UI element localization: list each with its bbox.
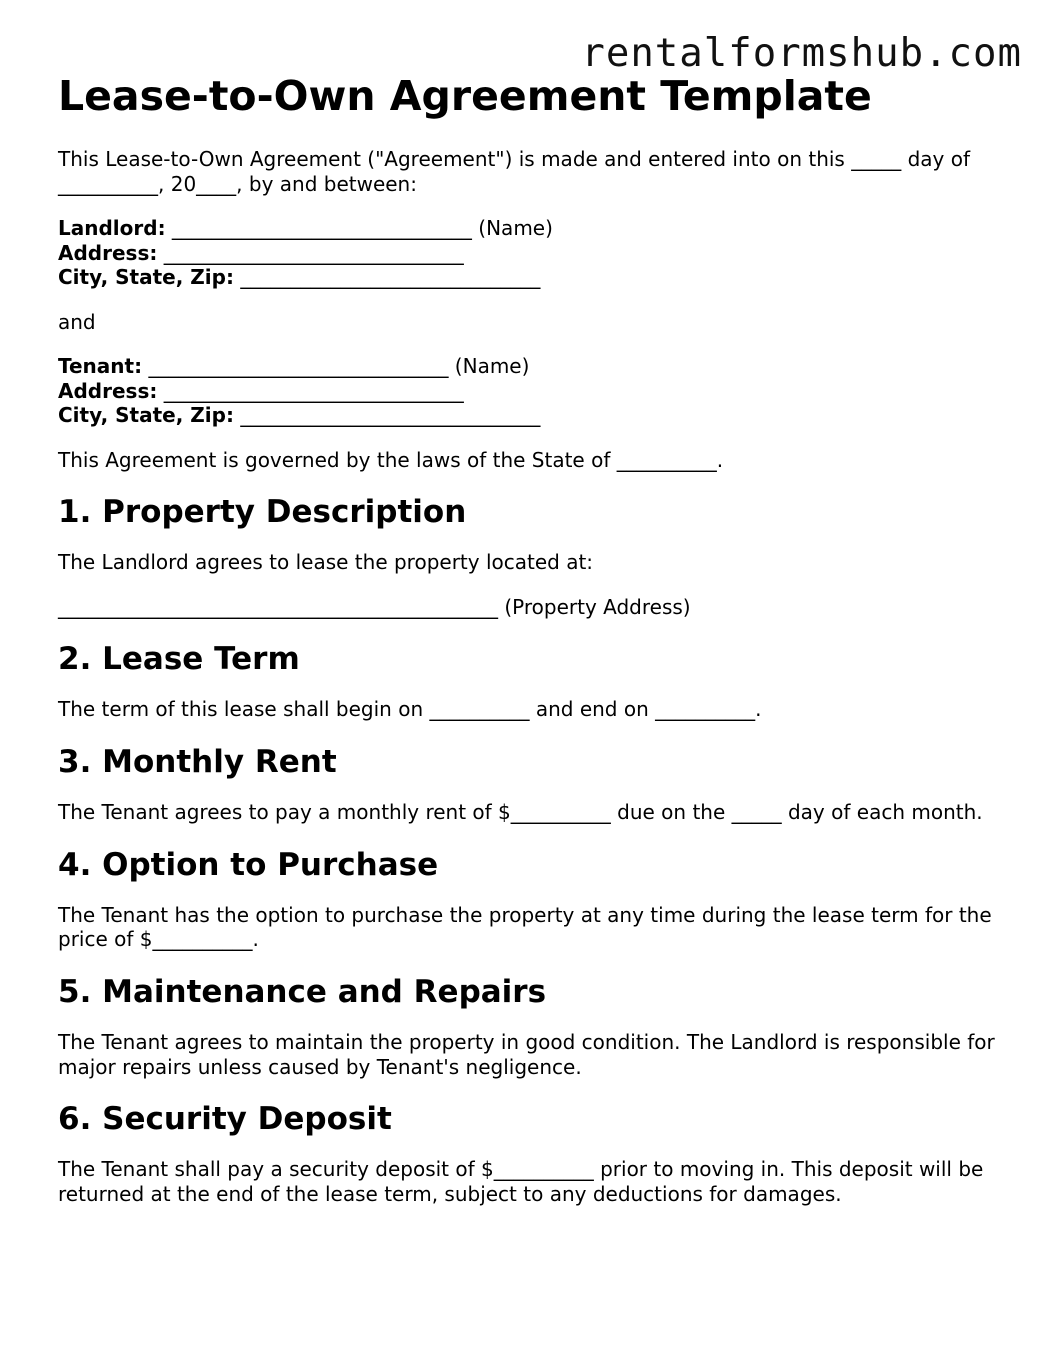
tenant-address-label: Address: <box>58 378 158 403</box>
section-heading: 2. Lease Term <box>58 641 300 678</box>
section-paragraph: The Tenant agrees to maintain the property in good condition. The Landlord is responsible for major repairs unless caused by Tenant's negligence. <box>58 1030 995 1079</box>
tenant-address-blank: ______________________________ <box>157 378 464 403</box>
section-security-deposit <box>58 1101 998 1206</box>
section-paragraph: The Landlord agrees to lease the property located at: <box>58 550 594 575</box>
section-heading: 4. Option to Purchase <box>58 846 439 883</box>
property-address-line: ____________________________________________ (Property Address) <box>58 594 691 619</box>
tenant-city-blank: ______________________________ <box>233 403 541 428</box>
and-text: and <box>58 309 96 334</box>
landlord-block <box>58 216 998 290</box>
landlord-name-label: Landlord: <box>58 216 166 241</box>
tenant-city-label: City, State, Zip: <box>58 403 234 428</box>
section-maintenance-repairs <box>58 974 998 1079</box>
tenant-name-blank: ______________________________ (Name) <box>142 354 530 379</box>
tenant-name-line <box>58 354 998 379</box>
section-heading: 5. Maintenance and Repairs <box>58 973 547 1010</box>
section-option-to-purchase <box>58 847 998 952</box>
document-page <box>58 74 998 1206</box>
landlord-address-blank: ______________________________ <box>157 240 464 265</box>
intro-paragraph: This Lease-to-Own Agreement ("Agreement") is made and entered into on this _____ day of __________, 20____, by and between: <box>58 147 970 196</box>
section-property-description <box>58 494 998 619</box>
section-heading: 3. Monthly Rent <box>58 743 337 780</box>
landlord-address-line <box>58 241 998 266</box>
landlord-city-line <box>58 265 998 290</box>
section-heading: 6. Security Deposit <box>58 1101 392 1138</box>
section-monthly-rent <box>58 744 998 825</box>
landlord-city-label: City, State, Zip: <box>58 265 234 290</box>
document-title: Lease-to-Own Agreement Template <box>58 72 872 120</box>
section-paragraph: The term of this lease shall begin on __________ and end on __________. <box>58 697 762 722</box>
section-heading: 1. Property Description <box>58 494 467 531</box>
tenant-block <box>58 354 998 428</box>
tenant-name-label: Tenant: <box>58 354 143 379</box>
section-paragraph: The Tenant has the option to purchase the property at any time during the lease term for the price of $__________. <box>58 902 992 952</box>
governing-law-paragraph: This Agreement is governed by the laws of the State of __________. <box>58 447 724 472</box>
watermark-text: rentalformshub.com <box>581 31 1022 76</box>
landlord-name-blank: ______________________________ (Name) <box>165 216 553 241</box>
section-paragraph: The Tenant shall pay a security deposit of $__________ prior to moving in. This deposit will be returned at the end of the lease term, subject to any deductions for damages. <box>58 1157 984 1206</box>
tenant-address-line <box>58 379 998 404</box>
section-lease-term <box>58 641 998 722</box>
tenant-city-line <box>58 403 998 428</box>
landlord-address-label: Address: <box>58 240 158 265</box>
landlord-city-blank: ______________________________ <box>233 265 541 290</box>
section-paragraph: The Tenant agrees to pay a monthly rent of $__________ due on the _____ day of each month. <box>58 800 983 825</box>
landlord-name-line <box>58 216 998 241</box>
